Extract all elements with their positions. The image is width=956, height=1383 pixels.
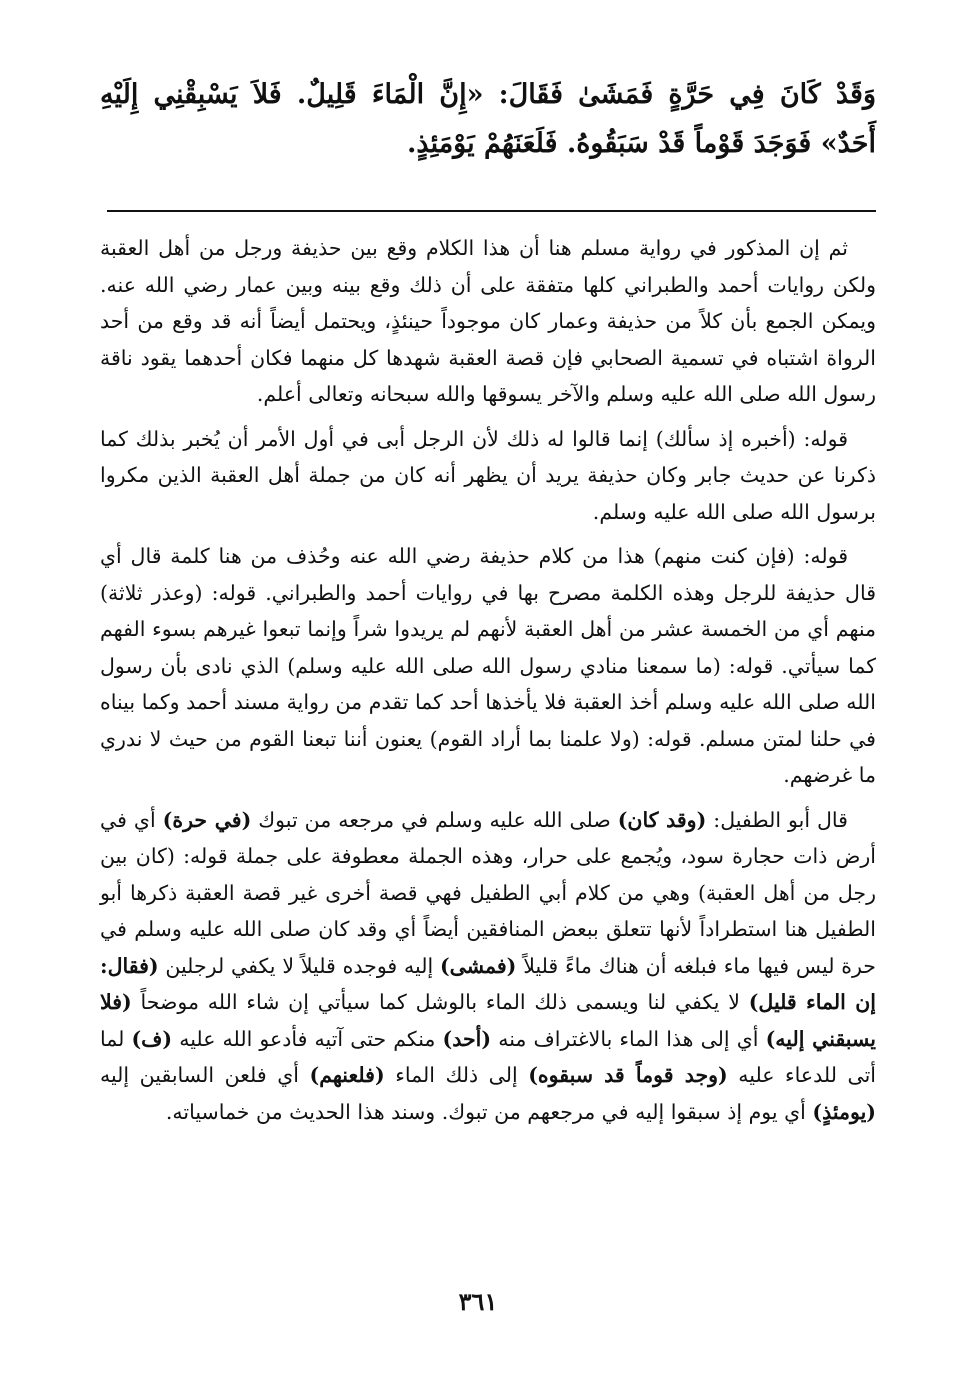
quoted-phrase: (يومئذٍ) [812,1099,876,1124]
quoted-phrase: (ف) [131,1026,173,1051]
quoted-phrase: (فقال: إن الماء قليل) [100,953,877,1014]
text-segment: أي في أرض ذات حجارة سود، ويُجمع على حرار، وهذه الجملة معطوفة على جملة قوله: (كان بين رجل من أهل العقبة) وهي من كلام أبي الطفيل فهي قصة أخرى غير قصة العقبة ذكرها أبو الطفيل هنا استطراداً لأنها تتعلق ببعض المنافقين أيضاً أي وقد كان صلى الله عليه وسلم في حرة ليس فيها ماء فبلغه أن هناك ماءً قليلاً [100,807,876,978]
quoted-phrase: (وجد قوماً قد سبقوه) [528,1063,728,1087]
hadith-text [100,70,876,168]
text-segment: لا يكفي لنا ويسمى ذلك الماء بالوشل كما سيأتي إن شاء الله موضحاً [131,990,749,1014]
hadith-part-2: فَوَجَدَ قَوْماً قَدْ سَبَقُوهُ. فَلَعَنَهُمْ يَوْمَئِذٍ. [407,128,821,159]
page-number: ٣٦١ [458,1287,498,1316]
text-segment: أي يوم إذ سبقوا إليه في مرجعهم من تبوك. وسند هذا الحديث من خماسياته. [165,1099,813,1124]
separator-line [107,210,876,212]
text-segment: إلى ذلك الماء [384,1063,529,1087]
quoted-phrase: (أحد) [442,1026,492,1051]
commentary-paragraph-4 [100,802,876,1131]
text-segment: قال أبو الطفيل: [706,807,848,832]
commentary [100,230,876,1138]
text-segment: منكم حتى آتيه فأدعو الله عليه [172,1026,443,1051]
hadith-quote: «إِنَّ الْمَاءَ قَلِيلٌ. فَلاَ يَسْبِقْنِي إِلَيْهِ أَحَدٌ» [100,79,876,159]
text-segment: أي فلعن السابقين إليه [100,1063,310,1087]
quoted-phrase: (فلا يسبقني إليه) [100,990,876,1051]
commentary-paragraph-3: قوله: (فإن كنت منهم) هذا من كلام حذيفة رضي الله عنه وحُذف من هنا كلمة قال أي قال حذيفة للرجل وهذه الكلمة مصرح بها في روايات أحمد والطبراني. قوله: (وعذر ثلاثة) منهم أي من الخمسة عشر من أهل العقبة لأنهم لم يريدوا شراً وإنما تبعوا غيرهم بسوء الفهم كما سيأتي. قوله: (ما سمعنا منادي رسول الله صلى الله عليه وسلم) الذي نادى بأن رسول الله صلى الله عليه وسلم أخذ العقبة فلا يأخذها أحد كما تقدم من رواية مسند أحمد وكما بيناه في حلنا لمتن مسلم. قوله: (ولا علمنا بما أراد القوم) يعنون أننا تبعنا القوم من حيث لا ندري ما غرضهم. [100,544,876,787]
text-segment: إليه فوجده قليلاً لا يكفي لرجلين [158,953,440,978]
commentary-paragraph-2: قوله: (أخبره إذ سألك) إنما قالوا له ذلك لأن الرجل أبى في أول الأمر أن يُخبر بذلك كما ذكرنا عن حديث جابر وكان حذيفة يريد أن يظهر أنه كان من جملة أهل العقبة الذين مكروا برسول الله صلى الله عليه وسلم. [100,426,876,524]
quoted-phrase: (فلعنهم) [309,1063,385,1087]
commentary-paragraph-1: ثم إن المذكور في رواية مسلم هنا أن هذا الكلام وقع بين حذيفة ورجل من أهل العقبة ولكن روايات أحمد والطبراني كلها متفقة على أن ذلك وقع بينه وبين عمار رضي الله عنه. ويمكن الجمع بأن كلاً من حذيفة وعمار كان موجوداً حينئذٍ، ويحتمل أيضاً أنه قد وقع من أحد الرواة اشتباه في تسمية الصحابي فإن قصة العقبة شهدها كل منهما فكان أحدهما يقود ناقة رسول الله صلى الله عليه وسلم والآخر يسوقها والله سبحانه وتعالى أعلم. [100,236,876,406]
text-segment: لما أتى للدعاء عليه [100,1026,876,1087]
hadith-part-1: وَقَدْ كَانَ فِي حَرَّةٍ فَمَشَىٰ فَقَالَ: [483,79,876,110]
quoted-phrase: (وقد كان) [617,807,707,832]
text-segment: صلى الله عليه وسلم في مرجعه من تبوك [251,807,618,832]
page-content [100,70,877,1124]
text-segment: أي إلى هذا الماء بالاغتراف منه [491,1026,766,1051]
quoted-phrase: (فمشى) [439,953,517,978]
quoted-phrase: (في حرة) [162,807,252,832]
